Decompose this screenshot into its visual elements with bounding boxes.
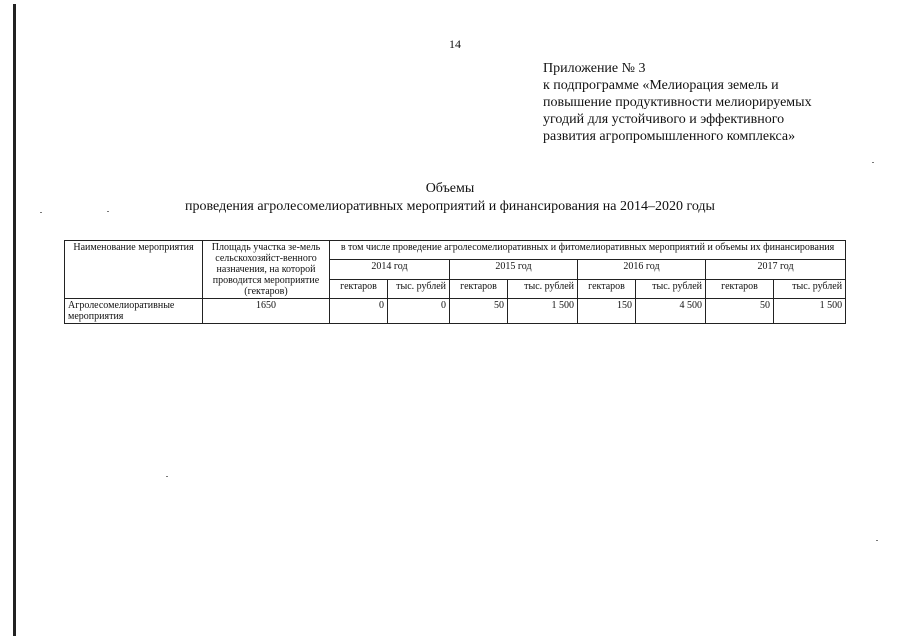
header-unit-ha: гектаров <box>330 279 388 298</box>
header-unit-ha: гектаров <box>450 279 508 298</box>
cell-2016-rub: 4 500 <box>636 299 706 324</box>
header-year-2014: 2014 год <box>330 260 450 279</box>
appendix-line: к подпрограмме «Мелиорация земель и <box>543 78 779 93</box>
cell-name: Агролесомелиоративные мероприятия <box>65 299 203 324</box>
cell-2016-ha: 150 <box>578 299 636 324</box>
cell-2015-rub: 1 500 <box>508 299 578 324</box>
header-name: Наименование мероприятия <box>65 241 203 299</box>
scan-speck <box>107 211 109 212</box>
appendix-header <box>543 60 883 145</box>
header-unit-rub: тыс. рублей <box>636 279 706 298</box>
document-title <box>100 180 800 216</box>
cell-2017-ha: 50 <box>706 299 774 324</box>
header-unit-ha: гектаров <box>706 279 774 298</box>
header-unit-rub: тыс. рублей <box>774 279 846 298</box>
cell-area: 1650 <box>203 299 330 324</box>
header-unit-rub: тыс. рублей <box>388 279 450 298</box>
title-line-1: Объемы <box>425 181 475 196</box>
header-year-2017: 2017 год <box>706 260 846 279</box>
scan-speck <box>40 212 42 213</box>
appendix-line: Приложение № 3 <box>543 61 646 76</box>
scan-speck <box>872 162 874 163</box>
header-year-2015: 2015 год <box>450 260 578 279</box>
appendix-line: угодий для устойчивого и эффективного <box>543 112 785 127</box>
header-unit-ha: гектаров <box>578 279 636 298</box>
cell-2014-ha: 0 <box>330 299 388 324</box>
scan-speck <box>876 540 878 541</box>
header-year-2016: 2016 год <box>578 260 706 279</box>
table-row <box>65 299 846 324</box>
cell-2014-rub: 0 <box>388 299 450 324</box>
appendix-line: повышение продуктивности мелиорируемых <box>543 95 812 110</box>
appendix-line: развития агропромышленного комплекса» <box>543 129 796 144</box>
table-header-row <box>65 241 846 260</box>
header-area: Площадь участка зе-мель сельскохозяйст-венного назначения, на которой проводится мероприятие (гектаров) <box>203 241 330 299</box>
scan-left-border <box>13 4 16 636</box>
page-number: 14 <box>449 37 461 51</box>
measures-table <box>64 240 846 324</box>
cell-2015-ha: 50 <box>450 299 508 324</box>
header-group: в том числе проведение агролесомелиоративных и фитомелиоративных мероприятий и объемы их финансирования <box>330 241 846 260</box>
header-unit-rub: тыс. рублей <box>508 279 578 298</box>
title-line-2: проведения агролесомелиоративных мероприятий и финансирования на 2014–2020 годы <box>185 199 715 214</box>
scan-speck <box>166 476 168 477</box>
cell-2017-rub: 1 500 <box>774 299 846 324</box>
